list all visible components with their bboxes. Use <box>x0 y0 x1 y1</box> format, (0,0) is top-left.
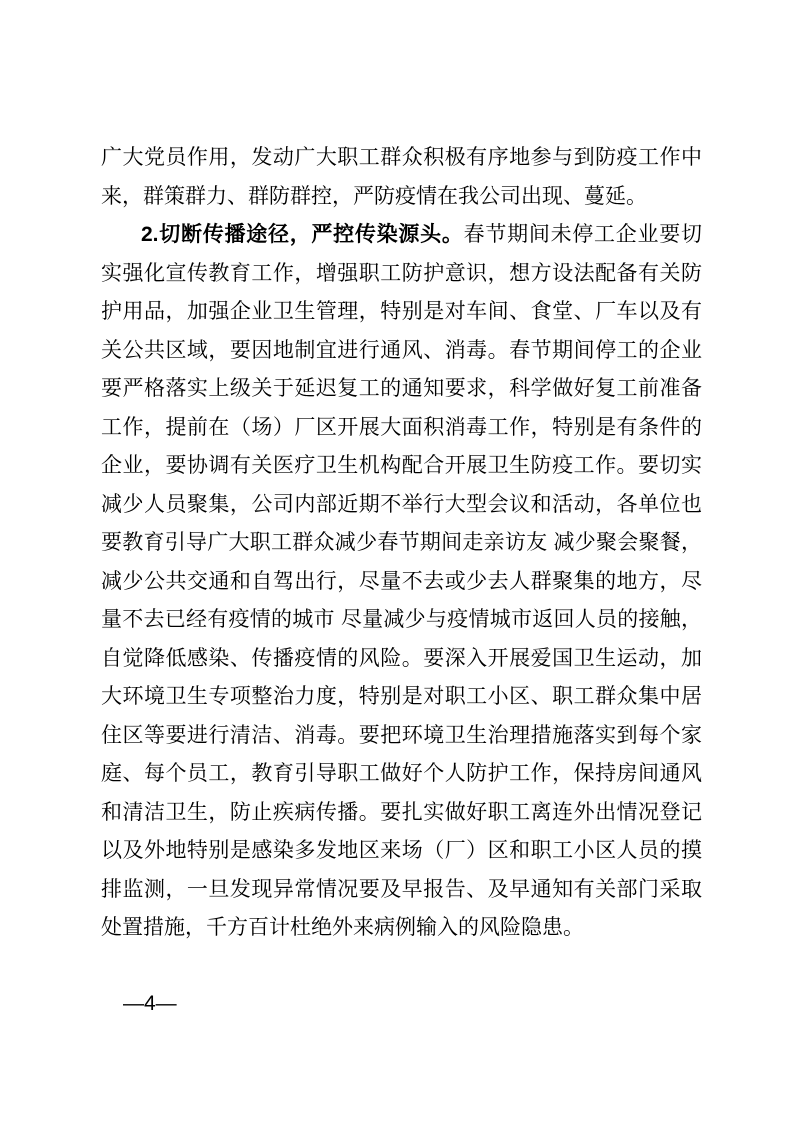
text-run: 企业，要协调有关医疗卫生机构配合开展卫生防疫工作。要切实 <box>101 454 702 477</box>
text-run: 来，群策群力、群防群控，严防疫情在我公司出现、蔓延。 <box>101 184 647 208</box>
text-run: 要严格落实上级关于延迟复工的通知要求，科学做好复工前准备 <box>101 377 702 400</box>
text-line <box>101 909 702 948</box>
text-run: 大环境卫生专项整治力度，特别是对职工小区、职工群众集中居 <box>101 685 702 708</box>
text-line <box>101 524 702 563</box>
text-line <box>101 255 702 294</box>
text-run: 关公共区域，要因地制宜进行通风、消毒。春节期间停工的企业 <box>101 338 702 362</box>
text-run: 庭、每个员工，教育引导职工做好个人防护工作，保持房间通风 <box>101 762 702 785</box>
document-body <box>101 139 702 948</box>
text-line <box>101 563 702 602</box>
text-line <box>101 293 702 332</box>
text-run: 实强化宣传教育工作，增强职工防护意识，想方设法配备有关防 <box>101 261 702 285</box>
text-line <box>101 832 702 871</box>
text-run: 要教育引导广大职工群众减少春节期间走亲访友 减少聚会聚餐， <box>101 531 702 554</box>
text-run: 春节期间未停工企业要切 <box>463 223 702 246</box>
page-number: —4— <box>123 992 177 1015</box>
text-line <box>101 447 702 486</box>
text-line <box>101 139 702 178</box>
text-line <box>101 486 702 525</box>
text-run: 减少人员聚集，公司内部近期不举行大型会议和活动，各单位也 <box>101 492 702 516</box>
section-heading: 2.切断传播途径，严控传染源头。 <box>141 223 464 246</box>
text-run: 量不去已经有疫情的城市 尽量减少与疫情城市返回人员的接触， <box>101 608 702 631</box>
text-line <box>101 332 702 371</box>
text-run: 和清洁卫生，防止疾病传播。要扎实做好职工离连外出情况登记 <box>101 800 702 824</box>
text-run: 排监测，一旦发现异常情况要及早报告、及早通知有关部门采取 <box>101 877 702 901</box>
text-run: 工作，提前在（场）厂区开展大面积消毒工作，特别是有条件的 <box>101 415 702 439</box>
text-line <box>101 755 702 794</box>
text-line <box>101 370 702 409</box>
text-line <box>101 678 702 717</box>
text-run: 护用品，加强企业卫生管理，特别是对车间、食堂、厂车以及有 <box>101 300 702 323</box>
text-run: 住区等要进行清洁、消毒。要把环境卫生治理措施落实到每个家 <box>101 723 702 747</box>
text-line <box>101 178 702 217</box>
text-line <box>101 216 702 255</box>
text-run: 处置措施，千方百计杜绝外来病例输入的风险隐患。 <box>101 916 584 939</box>
text-line <box>101 409 702 448</box>
text-line <box>101 717 702 756</box>
text-line <box>101 601 702 640</box>
text-line <box>101 640 702 679</box>
text-run: 减少公共交通和自驾出行，尽量不去或少去人群聚集的地方，尽 <box>101 569 702 593</box>
text-run: 自觉降低感染、传播疫情的风险。要深入开展爱国卫生运动，加 <box>101 646 702 670</box>
text-run: 广大党员作用，发动广大职工群众积极有序地参与到防疫工作中 <box>101 146 702 169</box>
text-run: 以及外地特别是感染多发地区来场（厂）区和职工小区人员的摸 <box>101 839 702 862</box>
text-line <box>101 794 702 833</box>
text-line <box>101 871 702 910</box>
